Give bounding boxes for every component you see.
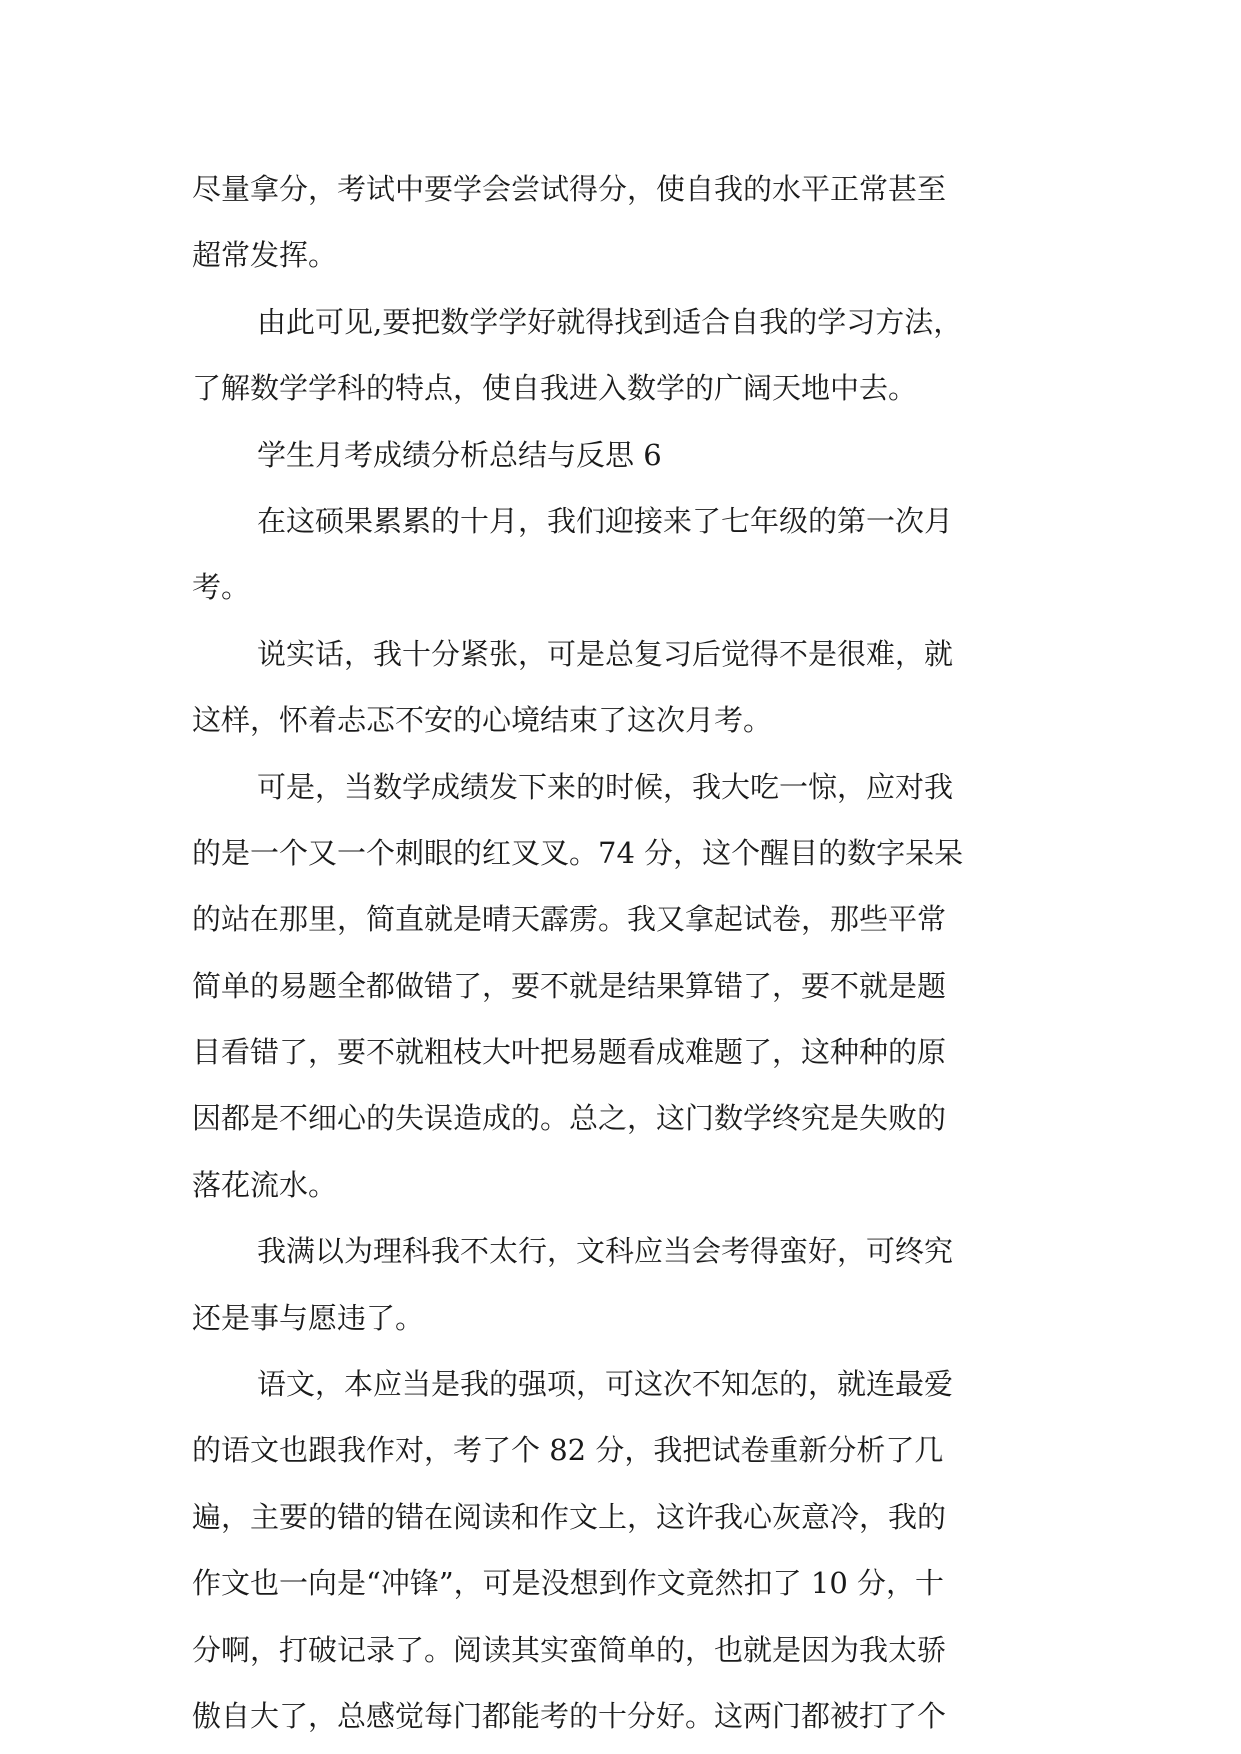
text-line: 可是，当数学成绩发下来的时候，我大吃一惊，应对我: [257, 769, 954, 804]
text-line: 说实话，我十分紧张，可是总复习后觉得不是很难，就: [257, 636, 954, 671]
paragraph-exam-tip-ending: [192, 156, 1052, 289]
text-line: 我满以为理科我不太行，文科应当会考得蛮好，可终究: [257, 1234, 954, 1269]
text-line: 语文，本应当是我的强项，可这次不知怎的，就连最爱: [257, 1367, 954, 1402]
paragraph-conclusion: [192, 289, 1052, 422]
document-body: [192, 156, 1052, 1749]
text-line: 考。: [192, 570, 251, 605]
text-line: 学生月考成绩分析总结与反思 6: [257, 437, 662, 472]
text-line: 遍，主要的错的错在阅读和作文上，这许我心灰意冷，我的: [192, 1499, 947, 1534]
text-line: 作文也一向是“冲锋”，可是没想到作文竟然扣了 10 分，十: [192, 1566, 944, 1601]
paragraph-nervous: [192, 621, 1052, 754]
paragraph-chinese-result: [192, 1351, 1052, 1749]
text-line: 的是一个又一个刺眼的红叉叉。74 分，这个醒目的数字呆呆: [192, 835, 964, 870]
text-line: 还是事与愿违了。: [192, 1300, 425, 1335]
paragraph-liberal-arts: [192, 1218, 1052, 1351]
paragraph-math-result: [192, 754, 1052, 1219]
text-line: 了解数学学科的特点，使自我进入数学的广阔天地中去。: [192, 371, 918, 406]
text-line: 傲自大了，总感觉每门都能考的十分好。这两门都被打了个: [192, 1698, 947, 1733]
text-line: 这样，怀着忐忑不安的心境结束了这次月考。: [192, 703, 773, 738]
text-line: 超常发挥。: [192, 238, 338, 273]
text-line: 的站在那里，简直就是晴天霹雳。我又拿起试卷，那些平常: [192, 902, 947, 937]
text-line: 尽量拿分，考试中要学会尝试得分，使自我的水平正常甚至: [192, 172, 947, 206]
text-line: 分啊，打破记录了。阅读其实蛮简单的，也就是因为我太骄: [192, 1632, 947, 1667]
paragraph-intro: [192, 488, 1052, 621]
section-heading: [192, 422, 1052, 488]
text-line: 由此可见,要把数学学好就得找到适合自我的学习方法，: [257, 304, 963, 339]
text-line: 目看错了，要不就粗枝大叶把易题看成难题了，这种种的原: [192, 1035, 947, 1070]
text-line: 简单的易题全都做错了，要不就是结果算错了，要不就是题: [192, 968, 947, 1003]
text-line: 的语文也跟我作对，考了个 82 分，我把试卷重新分析了几: [192, 1433, 944, 1468]
text-line: 因都是不细心的失误造成的。总之，这门数学终究是失败的: [192, 1101, 947, 1136]
text-line: 在这硕果累累的十月，我们迎接来了七年级的第一次月: [257, 503, 954, 538]
text-line: 落花流水。: [192, 1167, 338, 1202]
